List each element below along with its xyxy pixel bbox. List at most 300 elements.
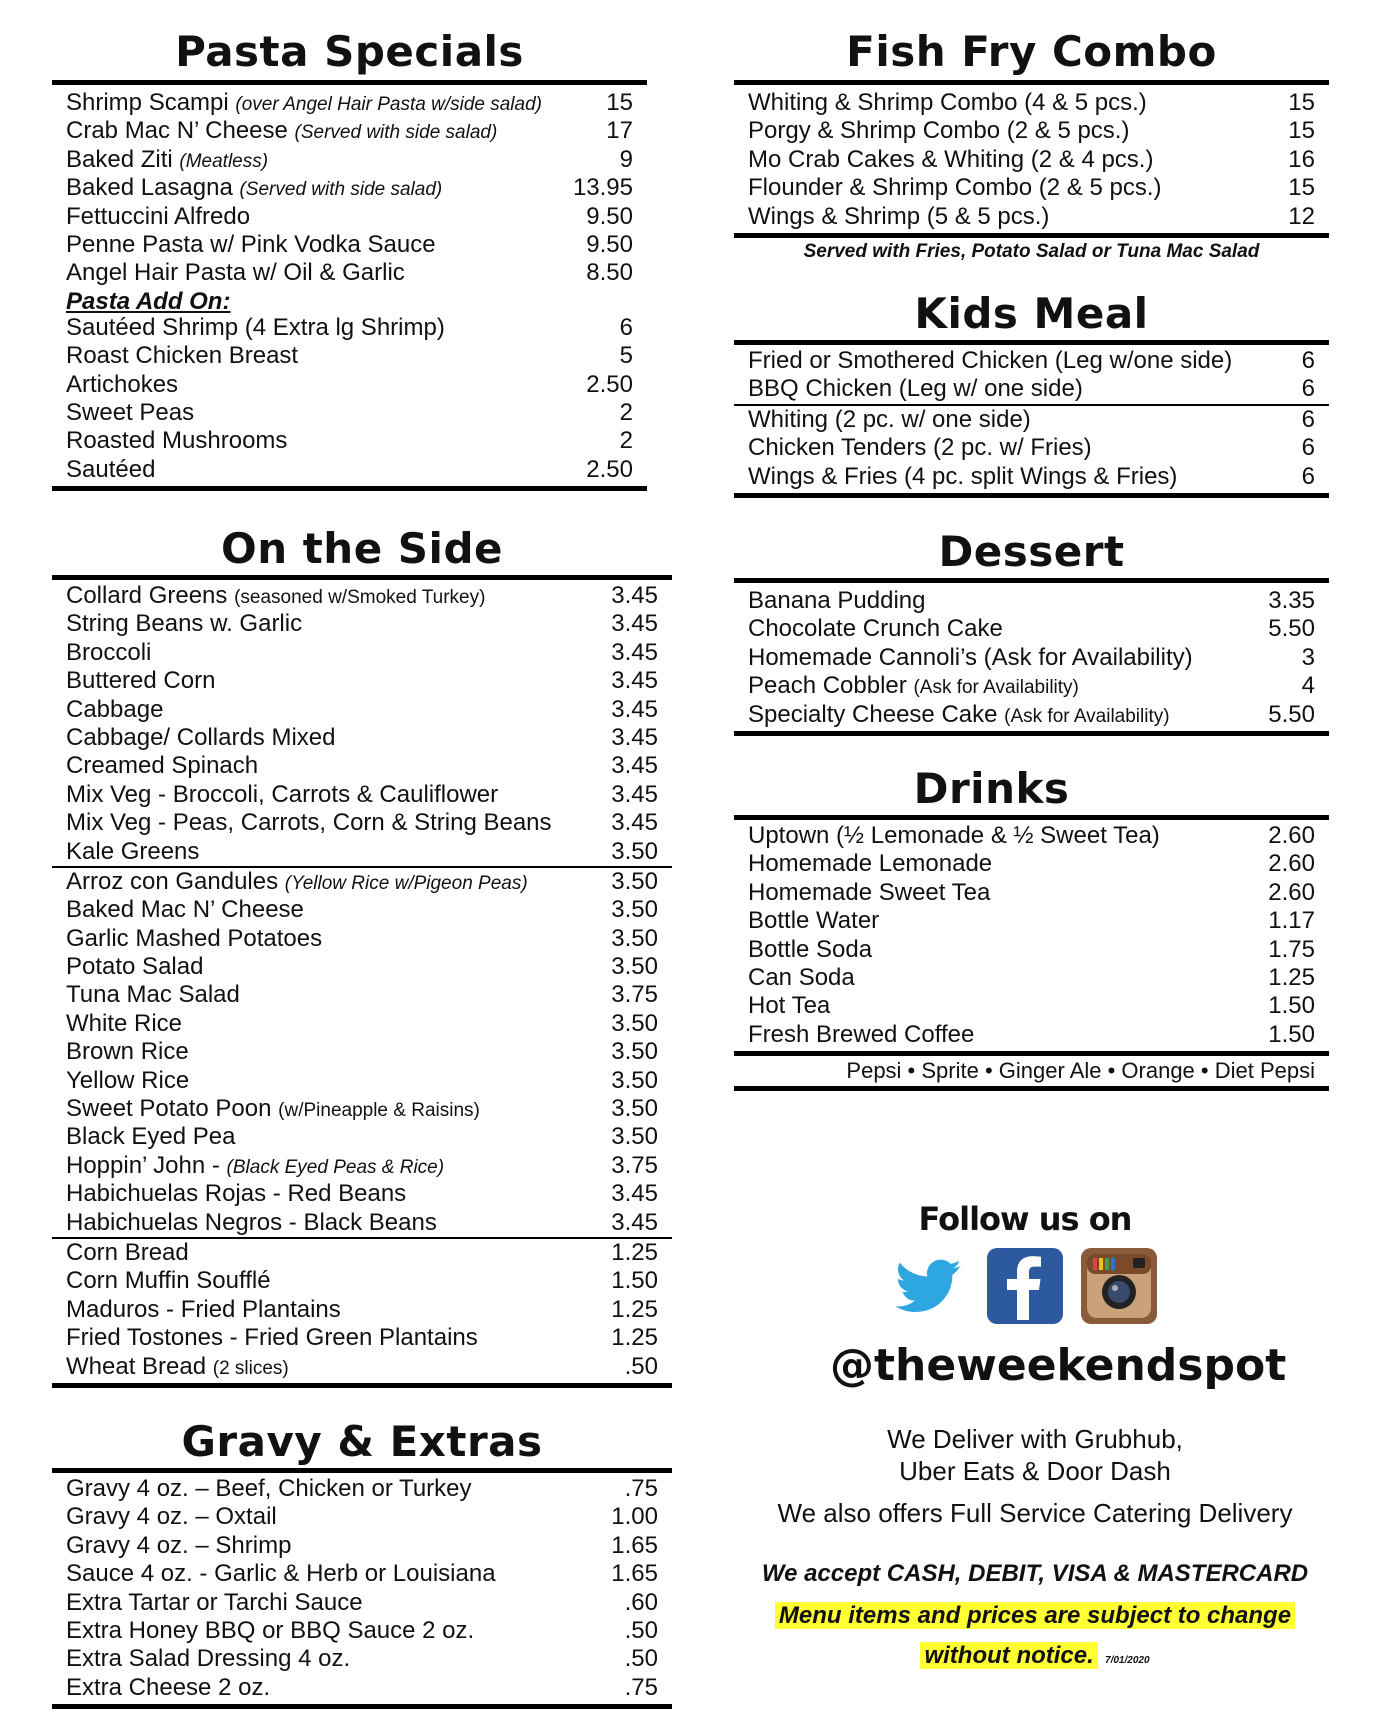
item-label: Brown Rice (66, 1038, 189, 1066)
item-price: 15 (1288, 174, 1315, 202)
on-the-side-section (52, 525, 672, 1388)
item-name (66, 146, 268, 176)
item-note: (2 slices) (212, 1357, 289, 1379)
side-item-row (52, 1152, 672, 1180)
side-item-row (52, 1239, 672, 1267)
drink-item-row (734, 964, 1329, 992)
pasta-addon-row (52, 456, 647, 484)
item-price: 1.00 (611, 1503, 658, 1531)
item-label: Wheat Bread (66, 1352, 207, 1380)
dessert-section (734, 528, 1329, 736)
item-name (66, 752, 258, 780)
item-name (66, 1532, 291, 1560)
item-name (66, 1038, 189, 1066)
item-note: (Ask for Availability) (1004, 705, 1170, 727)
item-name (748, 936, 872, 964)
gravy-extras-section (52, 1418, 672, 1709)
item-name (748, 1021, 974, 1049)
item-price: 17 (606, 117, 633, 145)
item-label: Sautéed Shrimp (4 Extra lg Shrimp) (66, 313, 445, 341)
item-label: Hot Tea (748, 992, 831, 1020)
item-label: Flounder & Shrimp Combo (2 & 5 pcs.) (748, 174, 1162, 202)
item-label: Cabbage (66, 695, 164, 723)
item-name (748, 89, 1147, 117)
item-label: Bottle Soda (748, 935, 873, 963)
item-name (66, 925, 322, 953)
drink-item-row (734, 936, 1329, 964)
item-price: 3.45 (611, 723, 658, 751)
item-label: Arroz con Gandules (66, 867, 279, 895)
side-item-row (52, 981, 672, 1009)
item-label: Wings & Fries (4 pc. split Wings & Fries) (748, 462, 1178, 490)
item-name (748, 701, 1170, 731)
item-name (66, 1267, 271, 1295)
dessert-item-row (734, 701, 1329, 729)
item-label: Habichuelas Rojas - Red Beans (66, 1180, 407, 1208)
item-name (748, 146, 1153, 174)
side-item-row (52, 1209, 672, 1237)
side-item-row (52, 1267, 672, 1295)
item-name (66, 1589, 363, 1617)
kids-meal-section (734, 290, 1329, 498)
item-price: 3.45 (611, 752, 658, 780)
item-name (66, 1617, 474, 1645)
item-label: Whiting & Shrimp Combo (4 & 5 pcs.) (748, 89, 1147, 116)
item-label: Habichuelas Negros - Black Beans (66, 1208, 437, 1236)
item-label: Mix Veg - Broccoli, Carrots & Cauliflower (66, 780, 499, 808)
item-price: 3.45 (611, 582, 658, 609)
item-price: 6 (1301, 434, 1315, 462)
item-name (66, 456, 155, 484)
fish-item-row (734, 117, 1329, 145)
fish-fry-title: Fish Fry Combo (846, 27, 1217, 76)
item-price: 1.65 (611, 1560, 658, 1588)
item-note: (Served with side salad) (239, 179, 443, 201)
gravy-item-row (52, 1560, 672, 1588)
item-name (66, 1209, 437, 1237)
item-price: 3.50 (611, 924, 658, 952)
dessert-item-row (734, 615, 1329, 643)
gravy-extras-title: Gravy & Extras (181, 1417, 543, 1466)
item-price: 5.50 (1268, 615, 1315, 643)
item-name (66, 1674, 270, 1702)
item-label: Homemade Lemonade (748, 850, 993, 878)
item-label: Chocolate Crunch Cake (748, 615, 1003, 643)
item-label: Extra Salad Dressing 4 oz. (66, 1645, 351, 1673)
item-price: 3.50 (611, 1066, 658, 1094)
item-name (66, 399, 194, 427)
item-name (66, 1475, 472, 1503)
fish-fry-caption: Served with Fries, Potato Salad or Tuna Mac Salad (803, 240, 1260, 262)
follow-us-label: Follow us on (918, 1200, 1132, 1238)
item-label: Creamed Spinach (66, 752, 259, 780)
item-note: (Yellow Rice w/Pigeon Peas) (284, 872, 528, 894)
item-price: 5.50 (1268, 700, 1315, 728)
fish-item-row (734, 146, 1329, 174)
fish-item-row (734, 174, 1329, 202)
item-price: 9.50 (586, 202, 633, 230)
item-price: 3.45 (611, 667, 658, 695)
item-name (66, 1180, 406, 1208)
drink-item-row (734, 992, 1329, 1020)
item-name (66, 667, 215, 695)
item-label: Buttered Corn (66, 667, 216, 695)
item-name (66, 1239, 189, 1267)
item-label: Gravy 4 oz. – Shrimp (66, 1531, 292, 1559)
item-label: Whiting (2 pc. w/ one side) (748, 405, 1031, 433)
item-note: (Ask for Availability) (913, 677, 1079, 699)
item-price: .50 (624, 1352, 658, 1380)
item-name (748, 174, 1162, 202)
item-name (748, 907, 879, 935)
gravy-item-row (52, 1532, 672, 1560)
item-name (748, 203, 1049, 231)
side-item-row (52, 953, 672, 981)
item-price: 3 (1301, 643, 1315, 671)
pasta-item-row (52, 89, 647, 117)
item-price: 3.50 (611, 837, 658, 865)
item-label: Homemade Sweet Tea (748, 878, 991, 906)
item-price: 1.25 (1268, 963, 1315, 991)
item-label: Hoppin’ John - (66, 1151, 220, 1179)
item-label: Wings & Shrimp (5 & 5 pcs.) (748, 202, 1050, 230)
gravy-item-row (52, 1674, 672, 1702)
item-price: 2.50 (586, 455, 633, 483)
item-name (748, 879, 990, 907)
item-price: 13.95 (572, 174, 633, 202)
item-price: 1.25 (611, 1295, 658, 1323)
item-price: 6 (1301, 347, 1315, 374)
item-price: 1.17 (1268, 907, 1315, 935)
payment-methods: We accept CASH, DEBIT, VISA & MASTERCARD (761, 1560, 1309, 1587)
item-name (66, 1095, 480, 1125)
item-price: 6 (1301, 405, 1315, 433)
item-price: 12 (1288, 202, 1315, 230)
item-label: Fresh Brewed Coffee (748, 1020, 975, 1048)
item-name (748, 672, 1079, 702)
item-name (66, 314, 445, 342)
drinks-section (734, 765, 1329, 1091)
deliver-line-2: Uber Eats & Door Dash (899, 1456, 1171, 1486)
item-price: 3.45 (611, 610, 658, 638)
side-item-row (52, 696, 672, 724)
item-note: (Served with side salad) (294, 122, 498, 144)
kids-item-row (734, 434, 1329, 462)
item-price: 2 (619, 427, 633, 455)
pasta-addon-row (52, 371, 647, 399)
drink-item-row (734, 1021, 1329, 1049)
item-price: 2.60 (1268, 850, 1315, 878)
item-name (66, 610, 302, 638)
item-name (66, 174, 442, 204)
item-label: Potato Salad (66, 953, 204, 981)
item-label: Broccoli (66, 638, 152, 666)
item-label: Uptown (½ Lemonade & ½ Sweet Tea) (748, 822, 1160, 849)
item-label: Black Eyed Pea (66, 1123, 236, 1151)
side-item-row (52, 724, 672, 752)
item-label: Fried Tostones - Fried Green Plantains (66, 1324, 478, 1352)
price-notice-line-2: without notice. (920, 1642, 1097, 1669)
item-price: 9 (619, 145, 633, 173)
side-item-row (52, 1095, 672, 1123)
item-label: White Rice (66, 1009, 183, 1037)
item-price: 1.50 (1268, 992, 1315, 1020)
item-price: 2.60 (1268, 822, 1315, 849)
item-label: Angel Hair Pasta w/ Oil & Garlic (66, 259, 405, 287)
item-price: 2.60 (1268, 878, 1315, 906)
item-price: 3.50 (611, 1123, 658, 1151)
item-name (66, 896, 304, 924)
item-label: Collard Greens (66, 582, 228, 609)
item-label: Sweet Peas (66, 398, 195, 426)
item-name (748, 992, 830, 1020)
item-price: 3.50 (611, 867, 658, 895)
item-label: Gravy 4 oz. – Oxtail (66, 1503, 277, 1531)
item-price: 3.45 (611, 695, 658, 723)
deliver-line-1: We Deliver with Grubhub, (887, 1424, 1183, 1454)
item-price: 6 (1301, 375, 1315, 403)
item-label: Roasted Mushrooms (66, 427, 288, 455)
payment-info (735, 1558, 1335, 1677)
item-name (66, 203, 250, 231)
fish-fry-section (734, 28, 1329, 266)
item-note: (w/Pineapple & Raisins) (278, 1100, 480, 1122)
item-name (66, 1560, 496, 1588)
item-price: 9.50 (586, 230, 633, 258)
side-item-row (52, 781, 672, 809)
item-name (748, 406, 1031, 434)
item-price: .50 (624, 1645, 658, 1673)
dessert-item-row (734, 672, 1329, 700)
kids-item-row (734, 406, 1329, 434)
menu-date: 7/01/2020 (1105, 1655, 1150, 1666)
side-item-row (52, 1353, 672, 1381)
catering-line: We also offers Full Service Catering Delivery (777, 1498, 1293, 1528)
dessert-title: Dessert (938, 527, 1125, 576)
item-note: (seasoned w/Smoked Turkey) (234, 587, 486, 608)
item-name (748, 587, 926, 615)
pasta-item-row (52, 146, 647, 174)
instagram-icon[interactable] (1081, 1248, 1157, 1324)
item-price: 3.45 (611, 809, 658, 837)
item-label: Sauce 4 oz. - Garlic & Herb or Louisiana (66, 1560, 496, 1588)
item-price: 1.25 (611, 1238, 658, 1266)
item-name (748, 463, 1177, 491)
side-item-row (52, 610, 672, 638)
item-name (66, 1067, 189, 1095)
pasta-item-row (52, 259, 647, 287)
item-price: 3.50 (611, 1038, 658, 1066)
item-price: .50 (624, 1616, 658, 1644)
item-label: Can Soda (748, 963, 855, 991)
side-item-row (52, 1123, 672, 1151)
item-name (66, 1123, 235, 1151)
side-item-row (52, 868, 672, 896)
side-item-row (52, 1038, 672, 1066)
drink-item-row (734, 850, 1329, 878)
dessert-item-row (734, 587, 1329, 615)
delivery-info (735, 1423, 1335, 1529)
item-name (66, 953, 203, 981)
pasta-item-row (52, 203, 647, 231)
item-name (66, 117, 497, 147)
item-label: Extra Cheese 2 oz. (66, 1673, 271, 1701)
item-name (748, 644, 1193, 672)
item-price: 1.25 (611, 1324, 658, 1352)
side-item-row (52, 1324, 672, 1352)
item-price: 5 (619, 342, 633, 370)
dessert-item-row (734, 644, 1329, 672)
item-name (66, 89, 542, 119)
item-label: Sweet Potato Poon (66, 1095, 272, 1123)
on-the-side-title: On the Side (220, 524, 503, 573)
item-price: .75 (624, 1475, 658, 1502)
item-label: Fettuccini Alfredo (66, 202, 251, 230)
item-name (66, 259, 405, 287)
soda-brands: Pepsi • Sprite • Ginger Ale • Orange • Diet Pepsi (846, 1058, 1315, 1084)
item-price: 3.45 (611, 1180, 658, 1208)
item-price: 3.50 (611, 953, 658, 981)
item-price: 1.65 (611, 1531, 658, 1559)
kids-item-row (734, 347, 1329, 375)
pasta-specials-section (52, 28, 647, 491)
item-label: Fried or Smothered Chicken (Leg w/one side) (748, 347, 1233, 374)
item-price: 6 (619, 313, 633, 341)
item-price: 3.50 (611, 1095, 658, 1123)
item-name (66, 838, 199, 866)
side-item-row (52, 896, 672, 924)
item-price: 1.75 (1268, 935, 1315, 963)
side-item-row (52, 667, 672, 695)
pasta-addon-row (52, 399, 647, 427)
item-label: Peach Cobbler (748, 672, 907, 700)
item-label: Baked Lasagna (66, 174, 233, 202)
item-label: Cabbage/ Collards Mixed (66, 723, 336, 751)
item-name (66, 1010, 182, 1038)
item-name (66, 1353, 289, 1383)
pasta-specials-title: Pasta Specials (175, 27, 524, 76)
item-label: Baked Ziti (66, 145, 173, 173)
side-item-row (52, 925, 672, 953)
price-notice-line-1: Menu items and prices are subject to change (775, 1602, 1295, 1629)
item-name (66, 1645, 350, 1673)
social-handle[interactable]: @theweekendspot (830, 1340, 1287, 1391)
item-name (66, 427, 287, 455)
item-name (66, 724, 335, 752)
side-item-row (52, 752, 672, 780)
item-name (748, 347, 1232, 375)
item-name (748, 117, 1129, 145)
item-price: 3.45 (611, 1208, 658, 1236)
kids-meal-title: Kids Meal (914, 289, 1149, 338)
item-label: Maduros - Fried Plantains (66, 1295, 341, 1323)
gravy-item-row (52, 1503, 672, 1531)
facebook-icon[interactable] (987, 1248, 1063, 1324)
item-name (748, 434, 1092, 462)
item-label: Extra Tartar or Tarchi Sauce (66, 1588, 363, 1616)
item-label: Roast Chicken Breast (66, 342, 299, 370)
item-price: 1.50 (1268, 1020, 1315, 1048)
item-name (66, 639, 151, 667)
item-label: Shrimp Scampi (66, 89, 229, 116)
item-price: 3.45 (611, 780, 658, 808)
item-name (66, 231, 436, 259)
item-price: 8.50 (586, 259, 633, 287)
item-price: .75 (624, 1673, 658, 1701)
item-price: 16 (1288, 145, 1315, 173)
kids-item-row (734, 463, 1329, 491)
item-note: (over Angel Hair Pasta w/side salad) (235, 94, 542, 115)
item-price: 15 (606, 89, 633, 116)
item-price: 2 (619, 398, 633, 426)
item-label: Garlic Mashed Potatoes (66, 924, 323, 952)
pasta-addon-heading: Pasta Add On: (66, 287, 231, 315)
item-name (66, 342, 298, 370)
item-name (66, 1152, 444, 1182)
item-note: (Meatless) (179, 150, 269, 172)
item-name (748, 615, 1003, 643)
gravy-item-row (52, 1475, 672, 1503)
item-name (66, 981, 240, 1009)
fish-item-row (734, 203, 1329, 231)
item-price: 15 (1288, 89, 1315, 116)
gravy-item-row (52, 1645, 672, 1673)
item-label: Artichokes (66, 370, 179, 398)
side-item-row (52, 1010, 672, 1038)
item-name (66, 781, 498, 809)
item-name (66, 809, 552, 837)
item-name (748, 822, 1160, 850)
item-label: String Beans w. Garlic (66, 610, 303, 638)
pasta-item-row (52, 174, 647, 202)
gravy-item-row (52, 1617, 672, 1645)
item-name (748, 850, 992, 878)
item-name (66, 696, 163, 724)
item-label: Specialty Cheese Cake (748, 700, 998, 728)
item-price: 2.50 (586, 370, 633, 398)
item-label: Corn Bread (66, 1238, 189, 1266)
side-item-row (52, 582, 672, 610)
item-name (66, 1296, 341, 1324)
twitter-icon[interactable] (893, 1248, 969, 1324)
pasta-addon-row (52, 314, 647, 342)
pasta-item-row (52, 231, 647, 259)
item-label: Kale Greens (66, 837, 200, 865)
item-label: Sautéed (66, 455, 156, 483)
item-price: 1.50 (611, 1267, 658, 1295)
fish-item-row (734, 89, 1329, 117)
item-price: 3.75 (611, 981, 658, 1009)
item-label: Porgy & Shrimp Combo (2 & 5 pcs.) (748, 117, 1130, 145)
pasta-addon-row (52, 342, 647, 370)
gravy-item-row (52, 1589, 672, 1617)
pasta-addon-row (52, 427, 647, 455)
item-label: Extra Honey BBQ or BBQ Sauce 2 oz. (66, 1616, 475, 1644)
item-name (66, 868, 528, 898)
item-label: Banana Pudding (748, 587, 926, 614)
drinks-title: Drinks (913, 764, 1070, 813)
social-block (865, 1200, 1185, 1324)
item-price: 6 (1301, 462, 1315, 490)
drink-item-row (734, 879, 1329, 907)
item-label: Crab Mac N’ Cheese (66, 117, 288, 145)
item-price: 3.45 (611, 638, 658, 666)
item-label: Mix Veg - Peas, Carrots, Corn & String Beans (66, 809, 552, 837)
kids-item-row (734, 375, 1329, 403)
item-label: Bottle Water (748, 907, 880, 935)
item-label: Corn Muffin Soufflé (66, 1267, 271, 1295)
item-label: Homemade Cannoli’s (Ask for Availability) (748, 643, 1193, 671)
